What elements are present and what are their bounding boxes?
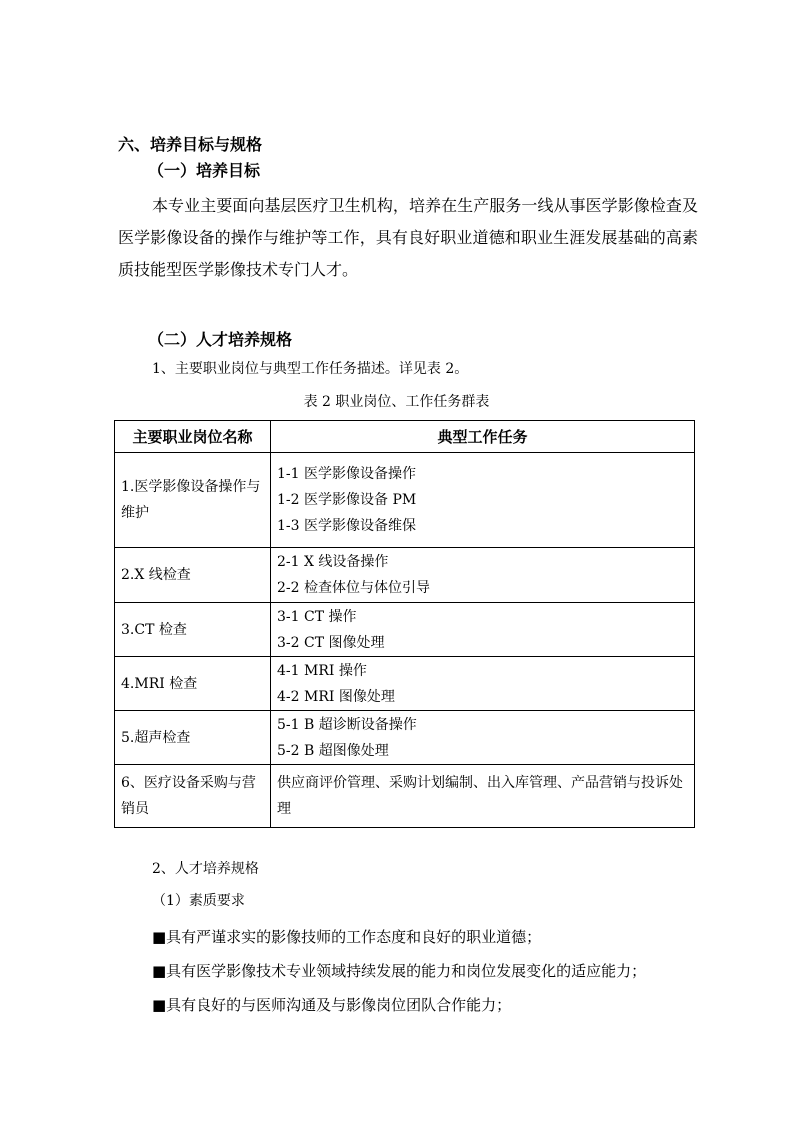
task-item: 4-2 MRI 图像处理 [277,688,395,705]
task-item: 2-2 检查体位与体位引导 [277,580,430,596]
task-item: 5-1 B 超诊断设备操作 [277,716,417,733]
table-header-tasks: 典型工作任务 [271,421,695,453]
task-item: 3-2 CT 图像处理 [277,634,385,651]
subsection-title-objectives: （一）培养目标 [148,161,261,180]
subsection-title-specifications: （二）人才培养规格 [148,330,293,349]
objective-paragraph: 本专业主要面向基层医疗卫生机构，培养在生产服务一线从事医学影像检查及医学影像设备的操作与维护等工作，具有良好职业道德和职业生涯发展基础的高素质技能型医学影像技术专门人才。 [118,196,698,279]
tasks-cell [271,765,695,828]
item-job-description: 1、主要职业岗位与典型工作任务描述。详见表 2。 [152,361,469,377]
item-quality-requirements: （1）素质要求 [152,893,245,909]
task-item: 3-1 CT 操作 [277,608,357,625]
table-caption: 表 2 职业岗位、工作任务群表 [303,394,490,410]
section-title: 六、培养目标与规格 [118,135,263,154]
task-item: 1-2 医学影像设备 PM [277,492,417,508]
tasks-cell [271,548,695,603]
table-header-position: 主要职业岗位名称 [115,421,271,453]
table-row [115,657,695,711]
bullet-item: ■具有医学影像技术专业领域持续发展的能力和岗位发展变化的适应能力； [152,962,647,980]
position-cell: 5.超声检查 [115,711,271,765]
task-item: 供应商评价管理、采购计划编制、出入库管理、产品营销与投诉处理 [277,775,683,817]
bullet-item: ■具有严谨求实的影像技师的工作态度和良好的职业道德； [152,928,542,946]
table-row [115,711,695,765]
table-row [115,548,695,603]
table-row [115,765,695,828]
tasks-cell [271,657,695,711]
task-item: 2-1 X 线设备操作 [277,554,389,570]
table-header-row [115,421,695,453]
task-item: 5-2 B 超图像处理 [277,742,389,759]
position-cell: 2.X 线检查 [115,548,271,603]
item-talent-specifications: 2、人才培养规格 [152,861,259,877]
position-cell: 6、医疗设备采购与营销员 [115,765,271,828]
tasks-cell [271,453,695,548]
tasks-cell [271,603,695,657]
position-cell: 1.医学影像设备操作与维护 [115,453,271,548]
position-cell: 3.CT 检查 [115,603,271,657]
table-row [115,453,695,548]
position-cell: 4.MRI 检查 [115,657,271,711]
jobs-table [114,420,695,828]
task-item: 1-3 医学影像设备维保 [277,518,416,534]
bullet-item: ■具有良好的与医师沟通及与影像岗位团队合作能力； [152,996,512,1014]
tasks-cell [271,711,695,765]
task-item: 1-1 医学影像设备操作 [277,466,416,482]
table-row [115,603,695,657]
task-item: 4-1 MRI 操作 [277,662,367,679]
